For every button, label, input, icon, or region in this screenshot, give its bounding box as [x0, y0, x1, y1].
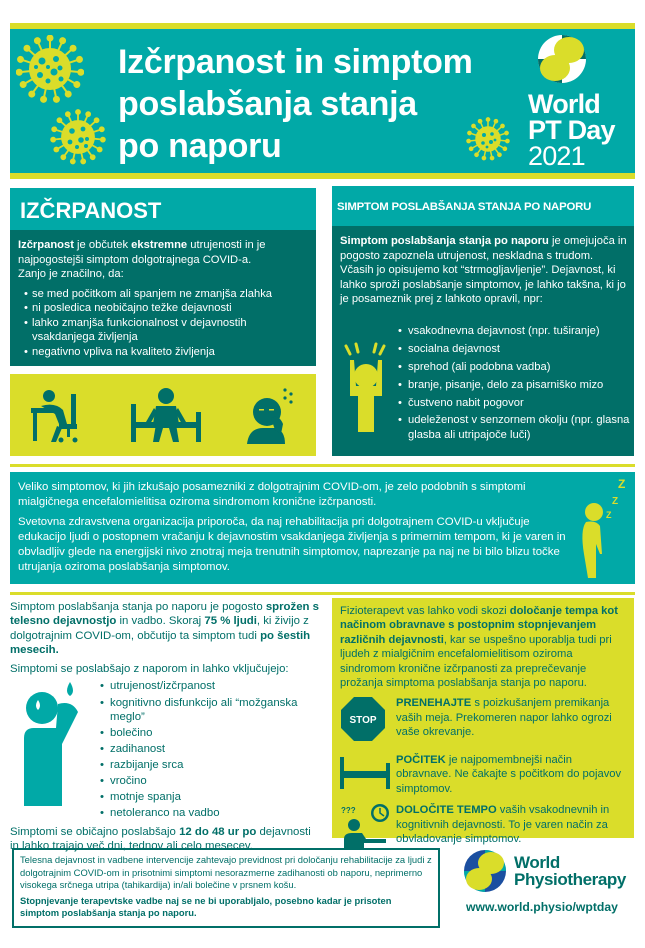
bed-icon — [340, 753, 390, 793]
fatigue-heading: IZČRPANOST — [10, 188, 316, 230]
pem-triggers-list — [398, 324, 630, 446]
list-item: • kognitivno disfunkcijo ali “možganska meglo” — [100, 696, 320, 725]
duration-note: Simptomi se običajno poslabšajo 12 do 48 ur po dejavnosti in lahko trajajo več dni, tednov ali celo mesecev. — [10, 825, 311, 853]
list-item: • sprehod (ali podobna vadba) — [398, 360, 630, 375]
world-pt-day-badge: World PT Day 2021 — [528, 89, 615, 171]
list-item: • utrujenost/izčrpanost — [100, 679, 320, 693]
list-item: • čustveno nabit pogovor — [398, 396, 630, 411]
brand-name: World Physiotherapy — [514, 853, 626, 889]
world-physiotherapy-logo-icon — [462, 848, 508, 894]
svg-text:Z: Z — [612, 496, 619, 507]
sleepy-person-icon — [580, 474, 630, 582]
header-banner — [10, 23, 635, 179]
triggers-intro: Simptom poslabšanja stanja po naporu je pogosto sprožen s telesno dejavnostjo in vadbo. Skoraj 75 % ljudi, ki živijo z dolgotrajnim COVID-om, občutijo ta simptom tudi po šestih mesecih. — [10, 601, 319, 656]
svg-text:Z: Z — [606, 510, 612, 520]
pem-heading: SIMPTOM POSLABŠANJA STANJA PO NAPORU — [332, 186, 634, 226]
list-item: • branje, pisanje, delo za pisarniško mizo — [398, 378, 630, 393]
svg-text:STOP: STOP — [349, 715, 377, 727]
stressed-person-icon — [340, 342, 392, 432]
similarity-panel: Veliko simptomov, ki jih izkušajo posamezniki z dolgotrajnim COVID-om, je zelo podobnih s simptomi mialgičnega encefalomielitisa oziroma sindromom kronične izčrpanosti. Svetovna zdravstvena organizacija priporoča, da naj rehabilitacija pri dolgotrajnem COVID-u vključuje edukacijo ljudi o postopnem vračanju k dejavnostim vsakdanjega življenja s primernim tempom, ki je varen in obvladljiv glede na energijski nivo znotraj meja trenutnih simptomov, naprezanje pa naj ne bi bilo blizu točke utrujanja oziroma poslabšanja simptomov. Z Z Z — [10, 472, 635, 584]
fatigue-body — [10, 230, 316, 366]
website-link[interactable]: www.world.physio/wptday — [466, 900, 618, 914]
sitting-on-bed-icon — [129, 384, 203, 446]
list-item: • razbijanje srca — [100, 758, 320, 772]
symptoms-list — [100, 679, 320, 820]
triggers-section: Simptom poslabšanja stanja po naporu je pogosto sprožen s telesno dejavnostjo in vadbo. Skoraj 75 % ljudi, ki živijo z dolgotrajnim COVID-om, občutijo ta simptom tudi po šestih mesecih. Simptomi se poslabšajo z naporom in lahko vključujejo: • utrujenost/izčrpanost • kognitivno disfunkcijo ali “možganska meglo” • bolečino • zadihanost • razbijanje srca • vročino • motnje spanja • netoleranco na vadbo Simptomi se običajno poslabšajo 12 do 48 ur po dejavnosti in lahko trajajo več dni, tednov ali celo mesecev. — [10, 600, 320, 853]
list-item: • motnje spanja — [100, 790, 320, 804]
page-title: Izčrpanost in simptom poslabšanja stanja po naporu — [118, 43, 473, 165]
list-item: • ni posledica neobičajno težke dejavnosti — [24, 301, 308, 316]
world-pt-day-logo-icon — [536, 33, 588, 85]
fatigue-icons-panel — [10, 374, 316, 456]
virus-icon — [50, 109, 106, 165]
svg-text:Z: Z — [618, 477, 626, 491]
action-stop: STOP PRENEHAJTE s poizkušanjem premikanja vaših meja. Prekomeren napor lahko ogrozi vaše okrevanje. — [340, 696, 628, 746]
action-pace: ??? DOLOČITE TEMPO vaših vsakodnevnih in kognitivnih dejavnosti. To je varen način za obvladovanje simptomov. — [340, 803, 628, 853]
pacing-panel — [332, 598, 634, 846]
virus-icon — [16, 35, 84, 103]
list-item: • negativno vpliva na kvaliteto življenja — [24, 345, 308, 360]
divider — [10, 464, 635, 467]
list-item: • se med počitkom ali spanjem ne zmanjša zlahka — [24, 287, 308, 302]
pem-body — [332, 226, 634, 456]
list-item: • netoleranco na vadbo — [100, 806, 320, 820]
fatigue-intro: Izčrpanost je občutek ekstremne utrujenosti in je najpogostejši simptom dolgotrajnega COVID-a. Zanjo je značilno, da: — [18, 239, 266, 280]
list-item: • vročino — [100, 774, 320, 788]
svg-text:???: ??? — [341, 806, 356, 816]
unwell-person-icon — [241, 384, 297, 446]
pacing-intro: Fizioterapevt vas lahko vodi skozi določanje tempa kot načinom obravnave s postopnim stopnjevanjem različnih dejavnosti, kar se uspešno uporablja tudi pri ljudeh z mialgičnim encefalomielitisom oziroma sindromom kronične izčrpanosti za preprečevanje prožanja simptoma poslabšanja stanja po naporu. — [340, 605, 618, 690]
list-item: • lahko zmanjša funkcionalnost v dejavnostih vsakdanjega življenja — [24, 316, 308, 345]
pem-intro: Simptom poslabšanja stanja po naporu je omejujoča in pogosto zapoznela utrujenost, neskladna s trudom. Včasih jo opisujemo kot “strmogljavljenje”. Dejavnost, ki lahko sproži poslabšanje simptomov, je lahko takšna, ki jo je posameznik prej z lahkoto opravil, npr: — [340, 235, 627, 305]
list-item: • socialna dejavnost — [398, 342, 630, 357]
exhausted-at-desk-icon — [29, 384, 91, 446]
person-clock-icon — [340, 803, 390, 849]
stop-sign-icon — [340, 696, 386, 742]
caution-note: Telesna dejavnost in vadbene intervencije zahtevajo previdnost pri določanju rehabilitacije za ljudi z dolgotrajnim COVID-om in prisotnimi simptomi nesorazmerne zadihanosti ob naporu, neprimerno visokega srčnega utripa (tahikardija) in/ali bolečine v prsnem košu. Stopnjevanje terapevtske vadbe naj se ne bi uporabljalo, posebno kadar je prisoten simptom poslabšanja stanja po naporu. — [12, 848, 440, 928]
sweating-person-icon — [18, 682, 100, 806]
list-item: • vsakodnevna dejavnost (npr. tuširanje) — [398, 324, 630, 339]
action-rest: POČITEK je najpomembnejši način obravnave. Ne čakajte s počitkom do pojavov simptomov. — [340, 753, 628, 797]
list-item: • udeleženost v senzornem okolju (npr. glasna glasba ali utripajoče luči) — [398, 413, 630, 442]
list-item: • bolečino — [100, 726, 320, 740]
divider — [10, 592, 635, 595]
fatigue-list — [18, 287, 308, 360]
list-item: • zadihanost — [100, 742, 320, 756]
